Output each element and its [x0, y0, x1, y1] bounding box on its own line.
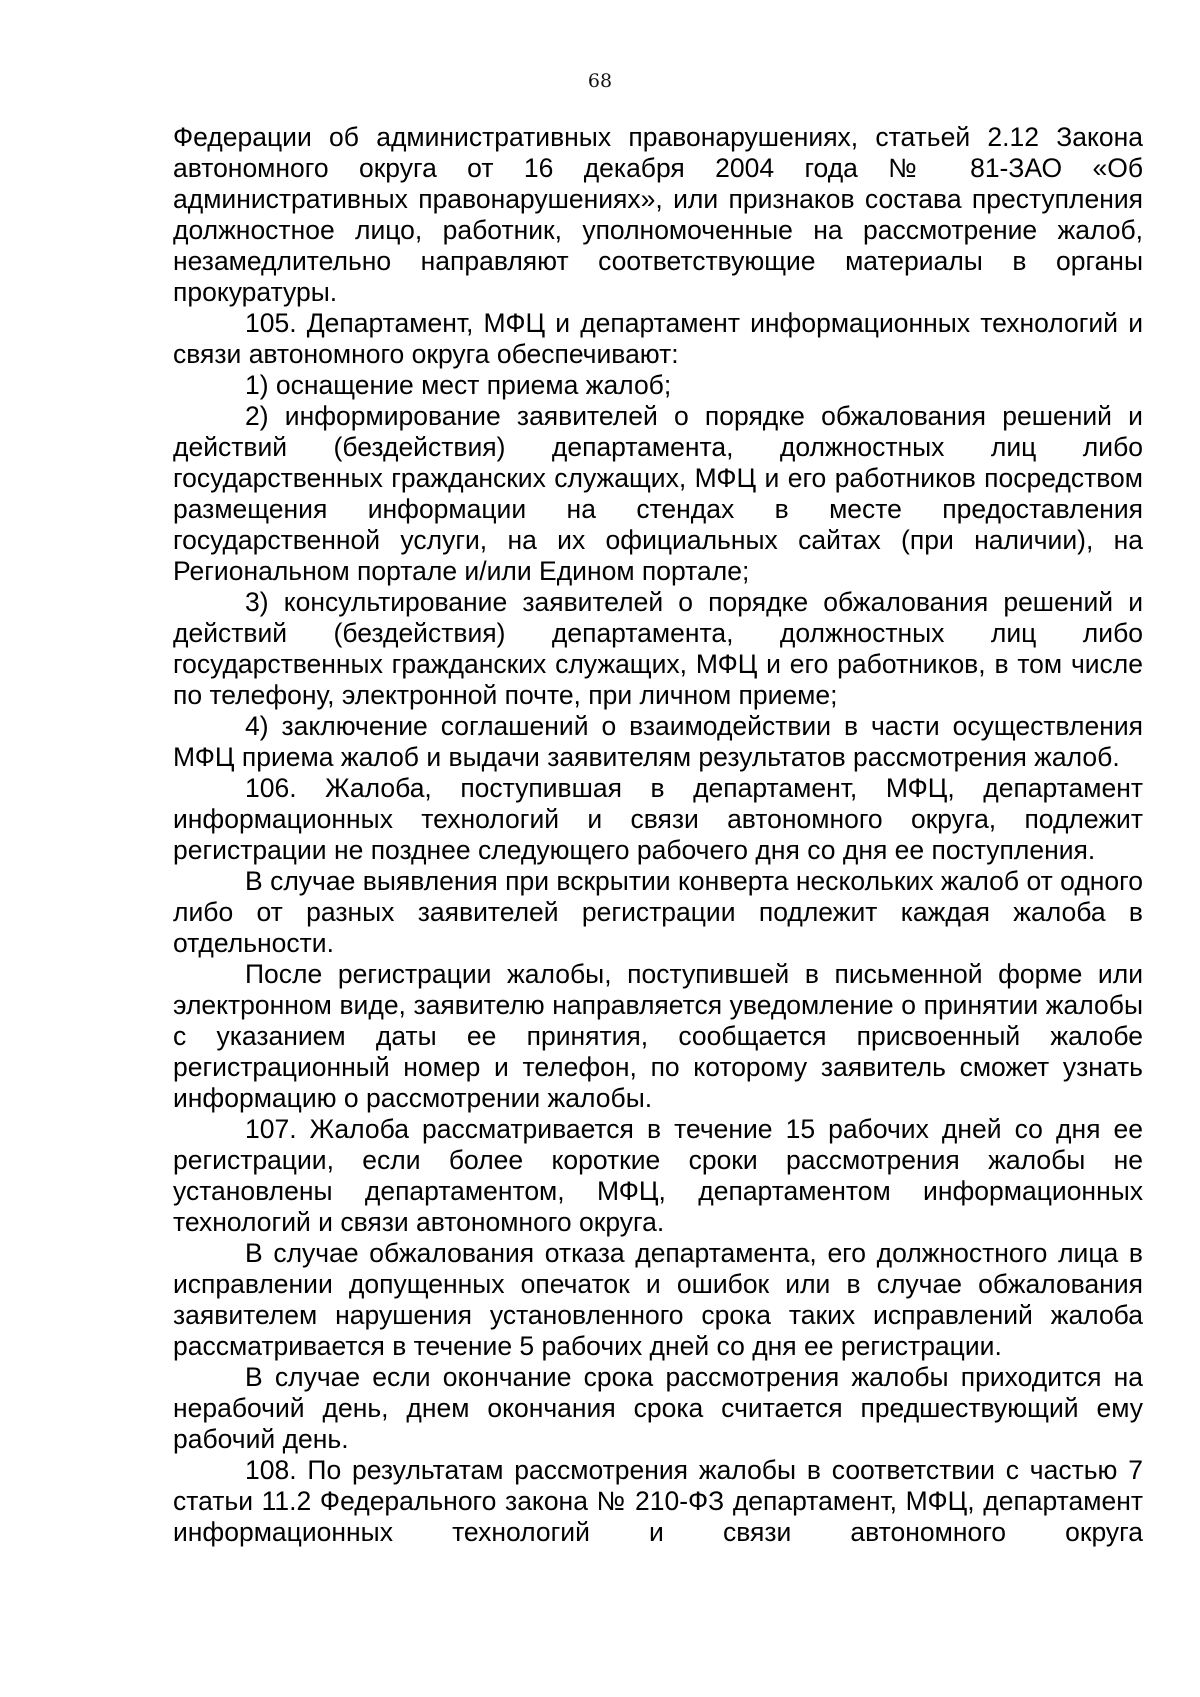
list-item-3: 3) консультирование заявителей о порядке обжалования решений и действий (бездействия) департамента, должностных лиц либо государственных гражданских служащих, МФЦ и его работников, в том числе по телефону, электронной почте, при личном приеме; [173, 587, 1143, 710]
paragraph-106: 106. Жалоба, поступившая в департамент, МФЦ, департамент информационных технологий и связи автономного округа, подлежит регистрации не позднее следующего рабочего дня со дня ее поступления. [173, 773, 1143, 865]
paragraph-107-nonworking-day: В случае если окончание срока рассмотрения жалобы приходится на нерабочий день, днем окончания срока считается предшествующий ему рабочий день. [173, 1362, 1143, 1454]
paragraph-106-envelope: В случае выявления при вскрытии конверта нескольких жалоб от одного либо от разных заявителей регистрации подлежит каждая жалоба в отдельности. [173, 866, 1143, 958]
list-item-2: 2) информирование заявителей о порядке обжалования решений и действий (бездействия) департамента, должностных лиц либо государственных гражданских служащих, МФЦ и его работников посредством размещения информации на стендах в месте предоставления государственной услуги, на их официальных сайтах (при наличии), на Региональном портале и/или Едином портале; [173, 401, 1143, 586]
paragraph-107-corrections: В случае обжалования отказа департамента, его должностного лица в исправлении допущенных опечаток и ошибок или в случае обжалования заявителем нарушения установленного срока таких исправлений жалоба рассматривается в течение 5 рабочих дней со дня ее регистрации. [173, 1238, 1143, 1361]
paragraph-108: 108. По результатам рассмотрения жалобы в соответствии с частью 7 статьи 11.2 Федерального закона № 210-ФЗ департамент, МФЦ, департамент информационных технологий и связи автономного округа [173, 1455, 1143, 1547]
paragraph-105: 105. Департамент, МФЦ и департамент информационных технологий и связи автономного округа обеспечивают: [173, 308, 1143, 369]
paragraph-106-notification: После регистрации жалобы, поступившей в письменной форме или электронном виде, заявителю направляется уведомление о принятии жалобы с указанием даты ее принятия, сообщается присвоенный жалобе регистрационный номер и телефон, по которому заявитель сможет узнать информацию о рассмотрении жалобы. [173, 959, 1143, 1113]
list-item-1: 1) оснащение мест приема жалоб; [245, 370, 672, 400]
document-body [173, 122, 1143, 1548]
page-number: 68 [587, 70, 613, 92]
paragraph-107: 107. Жалоба рассматривается в течение 15 рабочих дней со дня ее регистрации, если более короткие сроки рассмотрения жалобы не установлены департаментом, МФЦ, департаментом информационных технологий и связи автономного округа. [173, 1114, 1143, 1237]
list-item-4: 4) заключение соглашений о взаимодействии в части осуществления МФЦ приема жалоб и выдачи заявителям результатов рассмотрения жалоб. [173, 711, 1143, 772]
paragraph-continuation: Федерации об административных правонарушениях, статьей 2.12 Закона автономного округа от 16 декабря 2004 года № 81-ЗАО «Об административных правонарушениях», или признаков состава преступления должностное лицо, работник, уполномоченные на рассмотрение жалоб, незамедлительно направляют соответствующие материалы в органы прокуратуры. [173, 122, 1143, 307]
